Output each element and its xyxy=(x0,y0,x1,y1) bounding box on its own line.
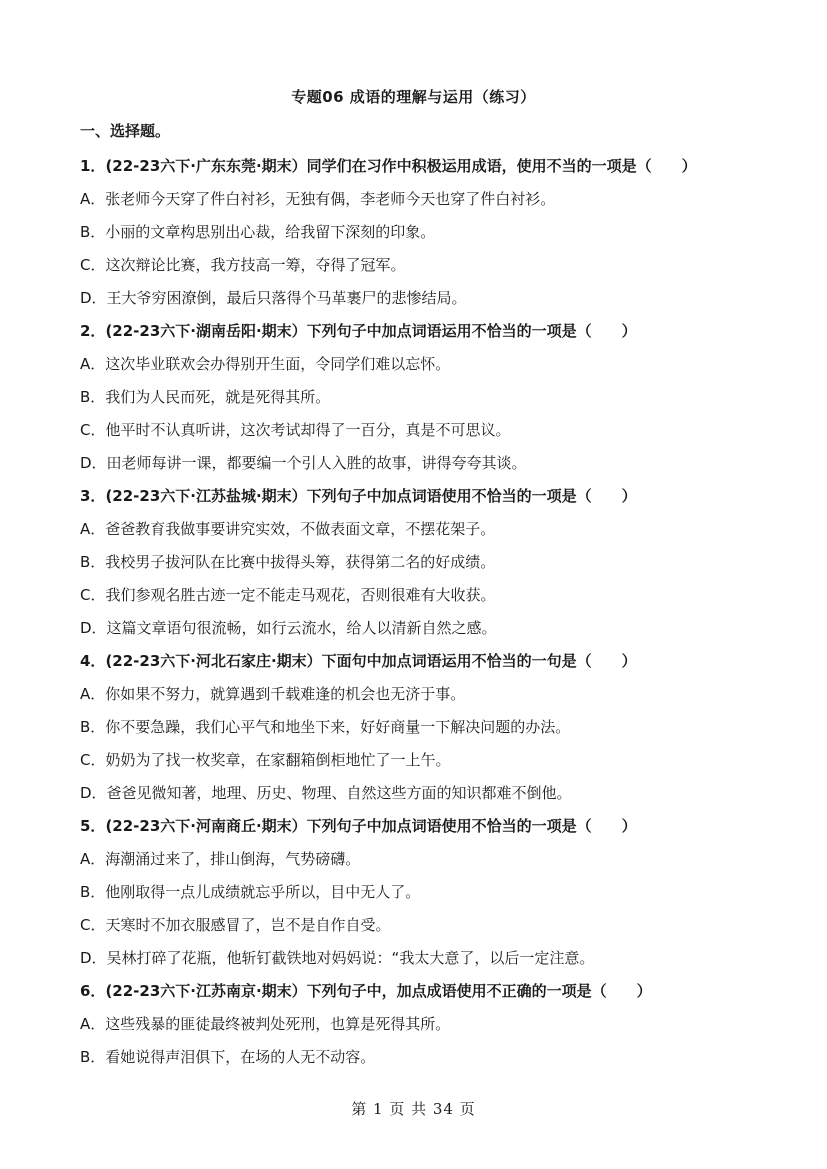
option-c: C．这次辩论比赛，我方技高一筹，夺得了冠军。 xyxy=(80,256,406,274)
question-text: (22-23六下·河南商丘·期末）下列句子中加点词语使用不恰当的一项是（ ） xyxy=(105,817,637,835)
option-a: A．这些残暴的匪徒最终被判处死刑，也算是死得其所。 xyxy=(80,1015,451,1033)
option-b: B．小丽的文章构思别出心裁，给我留下深刻的印象。 xyxy=(80,223,436,241)
option-a: A．海潮涌过来了，排山倒海，气势磅礴。 xyxy=(80,850,361,868)
option-b: B．他刚取得一点儿成绩就忘乎所以，目中无人了。 xyxy=(80,883,421,901)
question-list xyxy=(80,150,770,1074)
question-stem xyxy=(80,150,770,183)
option-d: D．王大爷穷困潦倒，最后只落得个马革裹尸的悲惨结局。 xyxy=(80,289,467,307)
option-b: B．看她说得声泪俱下，在场的人无不动容。 xyxy=(80,1048,376,1066)
question-stem xyxy=(80,645,770,678)
option-d: D．这篇文章语句很流畅，如行云流水，给人以清新自然之感。 xyxy=(80,619,497,637)
question-text: (22-23六下·广东东莞·期末）同学们在习作中积极运用成语，使用不当的一项是（ ） xyxy=(105,157,697,175)
option-c: C．他平时不认真听讲，这次考试却得了一百分，真是不可思议。 xyxy=(80,421,511,439)
question-text: (22-23六下·江苏盐城·期末）下列句子中加点词语使用不恰当的一项是（ ） xyxy=(105,487,637,505)
page-footer: 第 1 页 共 34 页 xyxy=(351,1100,476,1118)
question-stem xyxy=(80,480,770,513)
option-d: D．吴林打碎了花瓶，他斩钉截铁地对妈妈说：“我太大意了，以后一定注意。 xyxy=(80,949,595,967)
option-c: C．我们参观名胜古迹一定不能走马观花，否则很难有大收获。 xyxy=(80,586,496,604)
option-d: D．田老师每讲一课，都要编一个引人入胜的故事，讲得夸夸其谈。 xyxy=(80,454,527,472)
question-text: (22-23六下·江苏南京·期末）下列句子中，加点成语使用不正确的一项是（ ） xyxy=(105,982,652,1000)
question-stem xyxy=(80,810,770,843)
option-a: A．张老师今天穿了件白衬衫，无独有偶，李老师今天也穿了件白衬衫。 xyxy=(80,190,556,208)
option-b: B．我们为人民而死，就是死得其所。 xyxy=(80,388,331,406)
option-a: A．这次毕业联欢会办得别开生面，令同学们难以忘怀。 xyxy=(80,355,451,373)
option-b: B．你不要急躁，我们心平气和地坐下来，好好商量一下解决问题的办法。 xyxy=(80,718,571,736)
question-number: 5． xyxy=(80,817,106,835)
question-number: 1． xyxy=(80,157,106,175)
question-number: 2． xyxy=(80,322,106,340)
question-stem xyxy=(80,975,770,1008)
page-title: 专题06 成语的理解与运用（练习） xyxy=(291,88,536,106)
question-text: (22-23六下·河北石家庄·期末）下面句中加点词语运用不恰当的一句是（ ） xyxy=(105,652,637,670)
option-a: A．爸爸教育我做事要讲究实效，不做表面文章，不摆花架子。 xyxy=(80,520,496,538)
question-number: 3． xyxy=(80,487,106,505)
question-stem xyxy=(80,315,770,348)
option-a: A．你如果不努力，就算遇到千载难逢的机会也无济于事。 xyxy=(80,685,466,703)
question-number: 4． xyxy=(80,652,106,670)
option-d: D．爸爸见微知著，地理、历史、物理、自然这些方面的知识都难不倒他。 xyxy=(80,784,572,802)
section-heading: 一、选择题。 xyxy=(80,122,171,140)
option-b: B．我校男子拔河队在比赛中拔得头筹，获得第二名的好成绩。 xyxy=(80,553,496,571)
question-text: (22-23六下·湖南岳阳·期末）下列句子中加点词语运用不恰当的一项是（ ） xyxy=(105,322,637,340)
option-c: C．奶奶为了找一枚奖章，在家翻箱倒柜地忙了一上午。 xyxy=(80,751,451,769)
question-number: 6． xyxy=(80,982,106,1000)
option-c: C．天寒时不加衣服感冒了，岂不是自作自受。 xyxy=(80,916,391,934)
